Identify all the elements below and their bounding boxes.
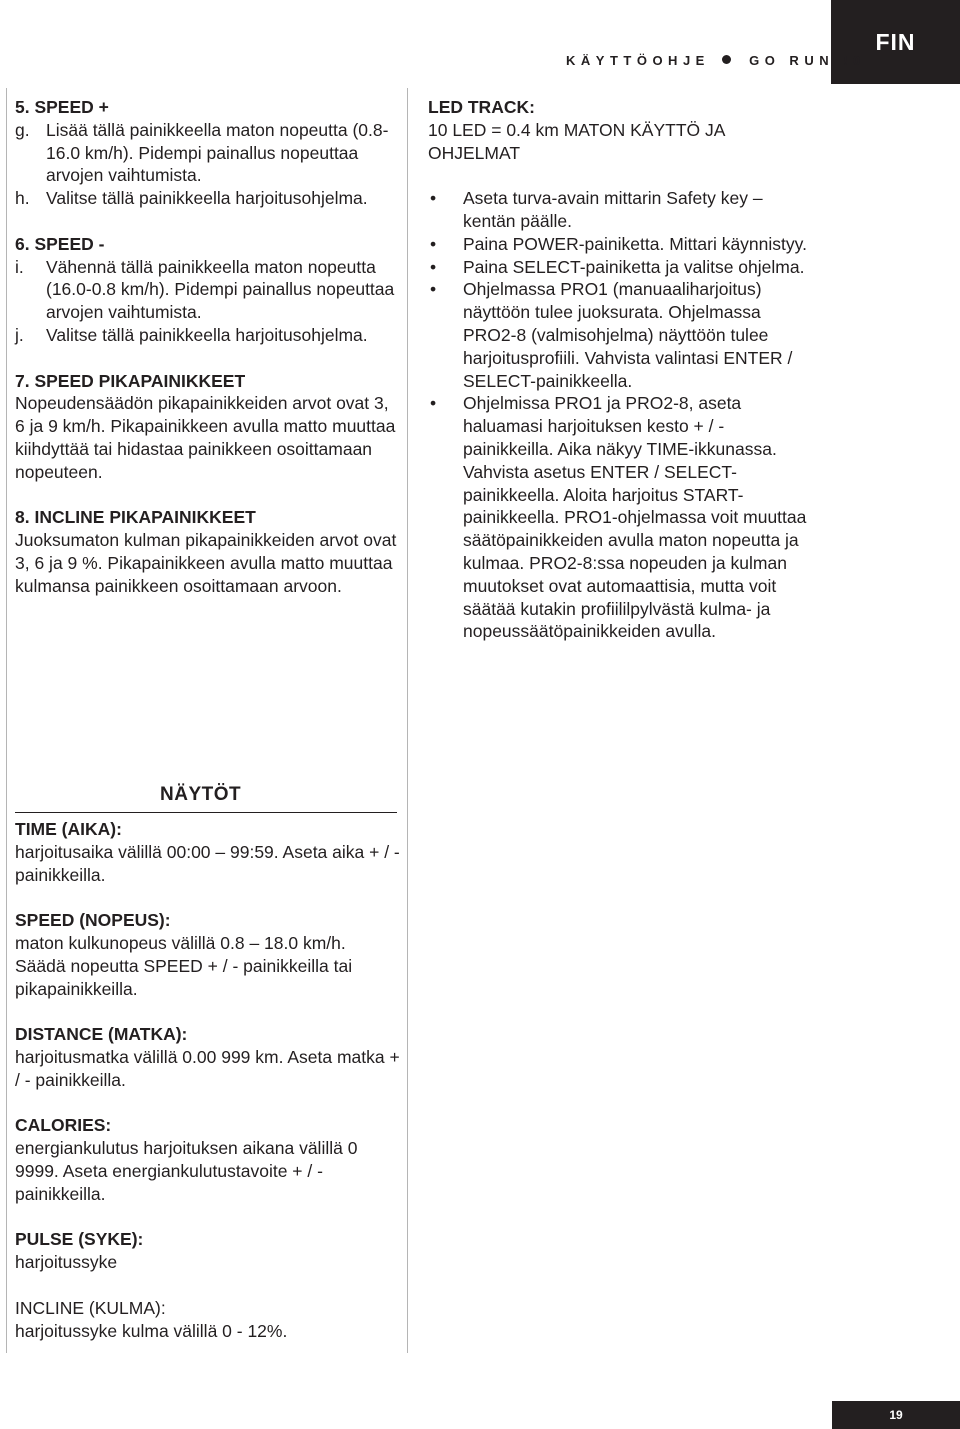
list-item-h bbox=[15, 187, 400, 210]
left-column-border bbox=[6, 88, 7, 1353]
bullet-text: Paina SELECT-painiketta ja valitse ohjelma. bbox=[463, 256, 805, 277]
distance-text: harjoitusmatka välillä 0.00 999 km. Aseta matka + / - painikkeilla. bbox=[15, 1046, 400, 1090]
bullet-item bbox=[428, 187, 808, 233]
bullet-item bbox=[428, 256, 808, 279]
time-label: TIME (AIKA): bbox=[15, 819, 122, 839]
incline-label: INCLINE (KULMA): bbox=[15, 1297, 166, 1318]
time-text: harjoitusaika välillä 00:00 – 99:59. Aseta aika + / - painikkeilla. bbox=[15, 841, 400, 885]
bullet-text: Aseta turva-avain mittarin Safety key –kentän päälle. bbox=[463, 188, 763, 231]
bullet-item bbox=[428, 392, 808, 643]
item-marker: j. bbox=[15, 324, 24, 345]
bullet-item bbox=[428, 278, 808, 392]
bullet-icon: • bbox=[430, 233, 437, 254]
incline-text: harjoitussyke kulma välillä 0 - 12%. bbox=[15, 1320, 288, 1341]
displays-section bbox=[15, 818, 400, 1342]
item-marker: i. bbox=[15, 256, 24, 277]
section-7-title: 7. SPEED PIKAPAINIKKEET bbox=[15, 370, 246, 391]
displays-title: NÄYTÖT bbox=[160, 784, 242, 805]
list-item-i bbox=[15, 256, 400, 324]
item-marker: h. bbox=[15, 188, 30, 209]
running-header bbox=[566, 53, 866, 68]
item-text: Valitse tällä painikkeella harjoitusohjelma. bbox=[46, 324, 368, 345]
item-text: Vähennä tällä painikkeella maton nopeutta (16.0-0.8 km/h). Pidempi painallus nopeuttaa arvojen vaihtumista. bbox=[46, 256, 395, 323]
bullet-item bbox=[428, 233, 808, 256]
pulse-label: PULSE (SYKE): bbox=[15, 1229, 144, 1250]
bullet-icon: • bbox=[430, 188, 437, 209]
displays-rule bbox=[15, 812, 397, 813]
bullet-icon: • bbox=[430, 393, 437, 414]
left-column bbox=[15, 96, 400, 598]
section-5-title: 5. SPEED + bbox=[15, 97, 109, 117]
item-text: Valitse tällä painikkeella harjoitusohjelma. bbox=[46, 188, 368, 209]
product-name: GO RUN !0 bbox=[749, 53, 866, 68]
list-item-g bbox=[15, 119, 400, 187]
language-tab: FIN bbox=[831, 0, 960, 84]
pulse-text: harjoitussyke bbox=[15, 1252, 118, 1273]
page-number: 19 bbox=[832, 1401, 960, 1429]
distance-label: DISTANCE (MATKA): bbox=[15, 1024, 188, 1045]
bullet-icon: • bbox=[430, 279, 437, 300]
right-column bbox=[428, 96, 808, 643]
section-8-text: Juoksumaton kulman pikapainikkeiden arvot ovat 3, 6 ja 9 %. Pikapainikkeen avulla matto muuttaa kulmansa painikkeen osoittamaan arvoon. bbox=[15, 530, 397, 596]
item-marker: g. bbox=[15, 119, 30, 140]
calories-label: CALORIES: bbox=[15, 1115, 112, 1136]
led-track-title: LED TRACK: bbox=[428, 97, 535, 117]
calories-text: energiankulutus harjoituksen aikana välillä 0 9999. Aseta energiankulutustavoite + / - painikkeilla. bbox=[15, 1138, 358, 1204]
section-6-title: 6. SPEED - bbox=[15, 233, 105, 254]
led-track-line: 10 LED = 0.4 km MATON KÄYTTÖ JA OHJELMAT bbox=[428, 119, 725, 163]
speed-label: SPEED (NOPEUS): bbox=[15, 910, 171, 931]
list-item-j bbox=[15, 324, 400, 347]
bullet-text: Paina POWER-painiketta. Mittari käynnistyy. bbox=[463, 233, 807, 254]
separator-dot-icon bbox=[722, 55, 731, 64]
item-text: Lisää tällä painikkeella maton nopeutta (0.8-16.0 km/h). Pidempi painallus nopeuttaa arvojen vaihtumista. bbox=[46, 119, 389, 186]
speed-text: maton kulkunopeus välillä 0.8 – 18.0 km/h. Säädä nopeutta SPEED + / - painikkeilla tai pikapainikkeilla. bbox=[15, 932, 353, 999]
bullet-icon: • bbox=[430, 256, 437, 277]
bullet-text: Ohjelmissa PRO1 ja PRO2-8, aseta haluamasi harjoituksen kesto + / - painikkeilla. Aika näkyy TIME-ikkunassa. Vahvista asetus ENTER / SELECT-painikkeella. Aloita harjoitus START-painikkeella. PRO1-ohjelmassa voit muuttaa säätöpainikkeiden avulla maton nopeutta ja kulmaa. PRO2-8:ssa nopeuden ja kulman muutokset ovat automaattisia, mutta voit säätää kutakin profiililpylvästä kulma- ja nopeussäätöpainikkeiden avulla. bbox=[463, 393, 807, 642]
manual-label: KÄYTTÖOHJE bbox=[566, 53, 710, 68]
section-7-text: Nopeudensäädön pikapainikkeiden arvot ovat 3, 6 ja 9 km/h. Pikapainikkeen avulla matto muuttaa kiihdyttää tai hidastaa painikkeen osoittamaan nopeuteen. bbox=[15, 393, 396, 482]
center-divider bbox=[407, 88, 408, 1353]
bullet-text: Ohjelmassa PRO1 (manuaaliharjoitus) näyttöön tulee juoksurata. Ohjelmassa PRO2-8 (valmisohjelma) näyttöön tulee harjoitusprofiili. Vahvista valintasi ENTER / SELECT-painikkeella. bbox=[463, 279, 793, 391]
section-8-title: 8. INCLINE PIKAPAINIKKEET bbox=[15, 507, 256, 528]
